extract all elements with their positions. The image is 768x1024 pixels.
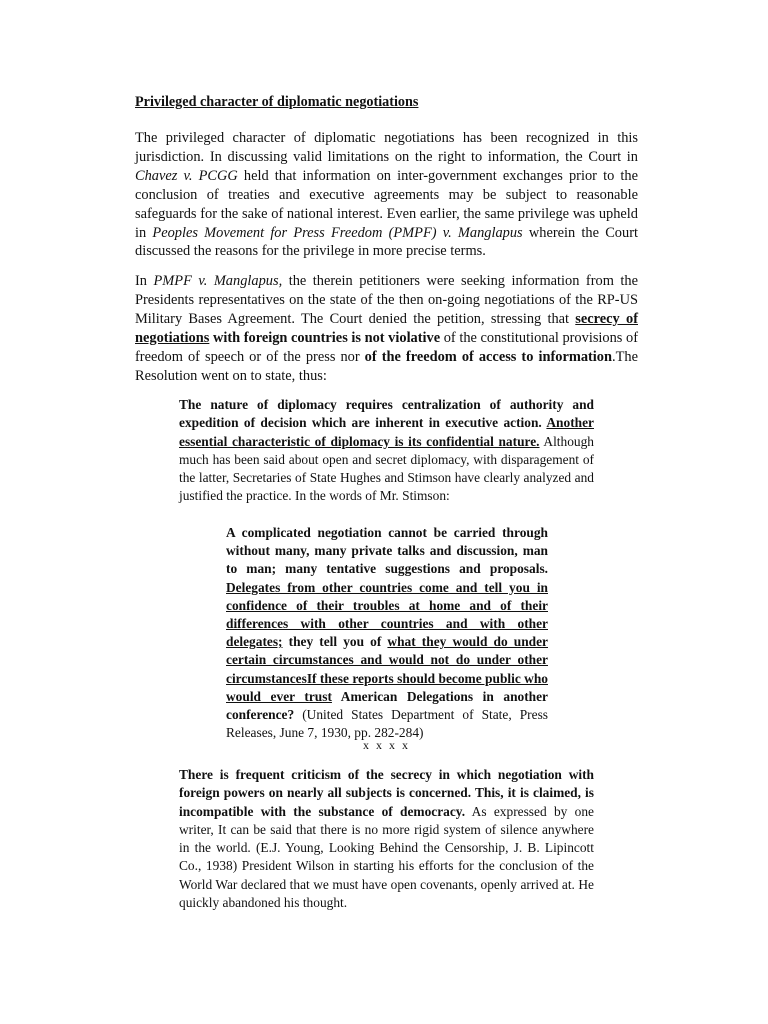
text-run: the therein petitioners were seeking information from the Presidents representatives on the state of the then on-going negotiations of the RP-US Military Bases Agreement. The Court denied the petition, stressing that	[135, 273, 639, 327]
text-run: Although much has been said about open and secret diplomacy, with disparagement of the latter, Secretaries of State Hughes and Stimson have clearly analyzed and justified the practice. In the words of Mr. Stimson:	[179, 433, 595, 504]
blockquote-criticism	[179, 766, 594, 912]
text-run: The privileged character of diplomatic negotiations has been recognized in this jurisdiction. In discussing valid limitations on the right to information, the Court in	[135, 130, 638, 165]
text-run: held that information on inter-government exchanges prior to the conclusion of treaties and executive agreements may be subject to reasonable safeguards for the sake of national interest. Even earlier, the same privilege was upheld in	[135, 167, 638, 241]
case-citation-pmpf: Peoples Movement for Press Freedom (PMPF) v. Manglapus	[152, 224, 523, 241]
ellipsis-separator: x x x x	[363, 738, 410, 752]
quote-bold-run: American Delegations in another conference?	[226, 688, 549, 723]
text-run: In	[135, 273, 154, 289]
section-heading: Privileged character of diplomatic negotiations	[135, 94, 419, 110]
quote-underlined-run: Another essential characteristic of diplomacy is its confidential nature.	[179, 415, 594, 449]
text-run: of the constitutional provisions of freedom of speech or of the press nor	[135, 330, 638, 365]
blockquote-resolution	[179, 396, 594, 506]
blockquote-stimson	[226, 524, 548, 742]
text-run: As expressed by one writer, It can be said that there is no more rigid system of silence anywhere in the world. (E.J. Young, Looking Behind the Censorship, J. B. Lipincott Co., 1938) President Wilson in starting his efforts for the conclusion of the World War declared that we must have open covenants, openly arrived at. He quickly abandoned his thought.	[179, 803, 594, 911]
quote-bold-run: The nature of diplomacy requires centralization of authority and expedition of decision which are inherent in executive action.	[179, 397, 594, 431]
quote-bold-run: A complicated negotiation cannot be carried through without many, many private talks and discussion, man to man; many tentative suggestions and proposals.	[226, 525, 548, 577]
emphasis-freedom-access: of the freedom of access to information	[364, 349, 613, 365]
case-citation-pmpf-short: PMPF v. Manglapus,	[153, 273, 283, 289]
quote-bold-run: There is frequent criticism of the secrecy in which negotiation with foreign powers on nearly all subjects is concerned. This, it is claimed, is incompatible with the substance of democracy.	[179, 767, 594, 819]
emphasis-secrecy: secrecy of negotiations	[135, 311, 638, 346]
citation-run: (United States Department of State, Press Releases, June 7, 1930, pp. 282-284)	[226, 707, 548, 741]
text-run: wherein the Court discussed the reasons for the privilege in more precise terms.	[135, 224, 638, 260]
paragraph-pmpf	[135, 272, 638, 386]
emphasis-not-violative: with foreign countries is not violative	[209, 330, 441, 346]
case-citation-chavez: Chavez v. PCGG	[135, 167, 238, 184]
paragraph-intro	[135, 129, 638, 261]
quote-underlined-run: what they would do under certain circumstances and would not do under other circumstancesIf these reports should become public who would ever trust	[226, 634, 548, 704]
quote-bold-run: they tell you of	[282, 634, 388, 650]
quote-underlined-run: Delegates from other countries come and tell you in confidence of their troubles at home and of their differences with other countries and with other delegates;	[226, 579, 548, 650]
text-run: .The Resolution went on to state, thus:	[135, 349, 638, 384]
